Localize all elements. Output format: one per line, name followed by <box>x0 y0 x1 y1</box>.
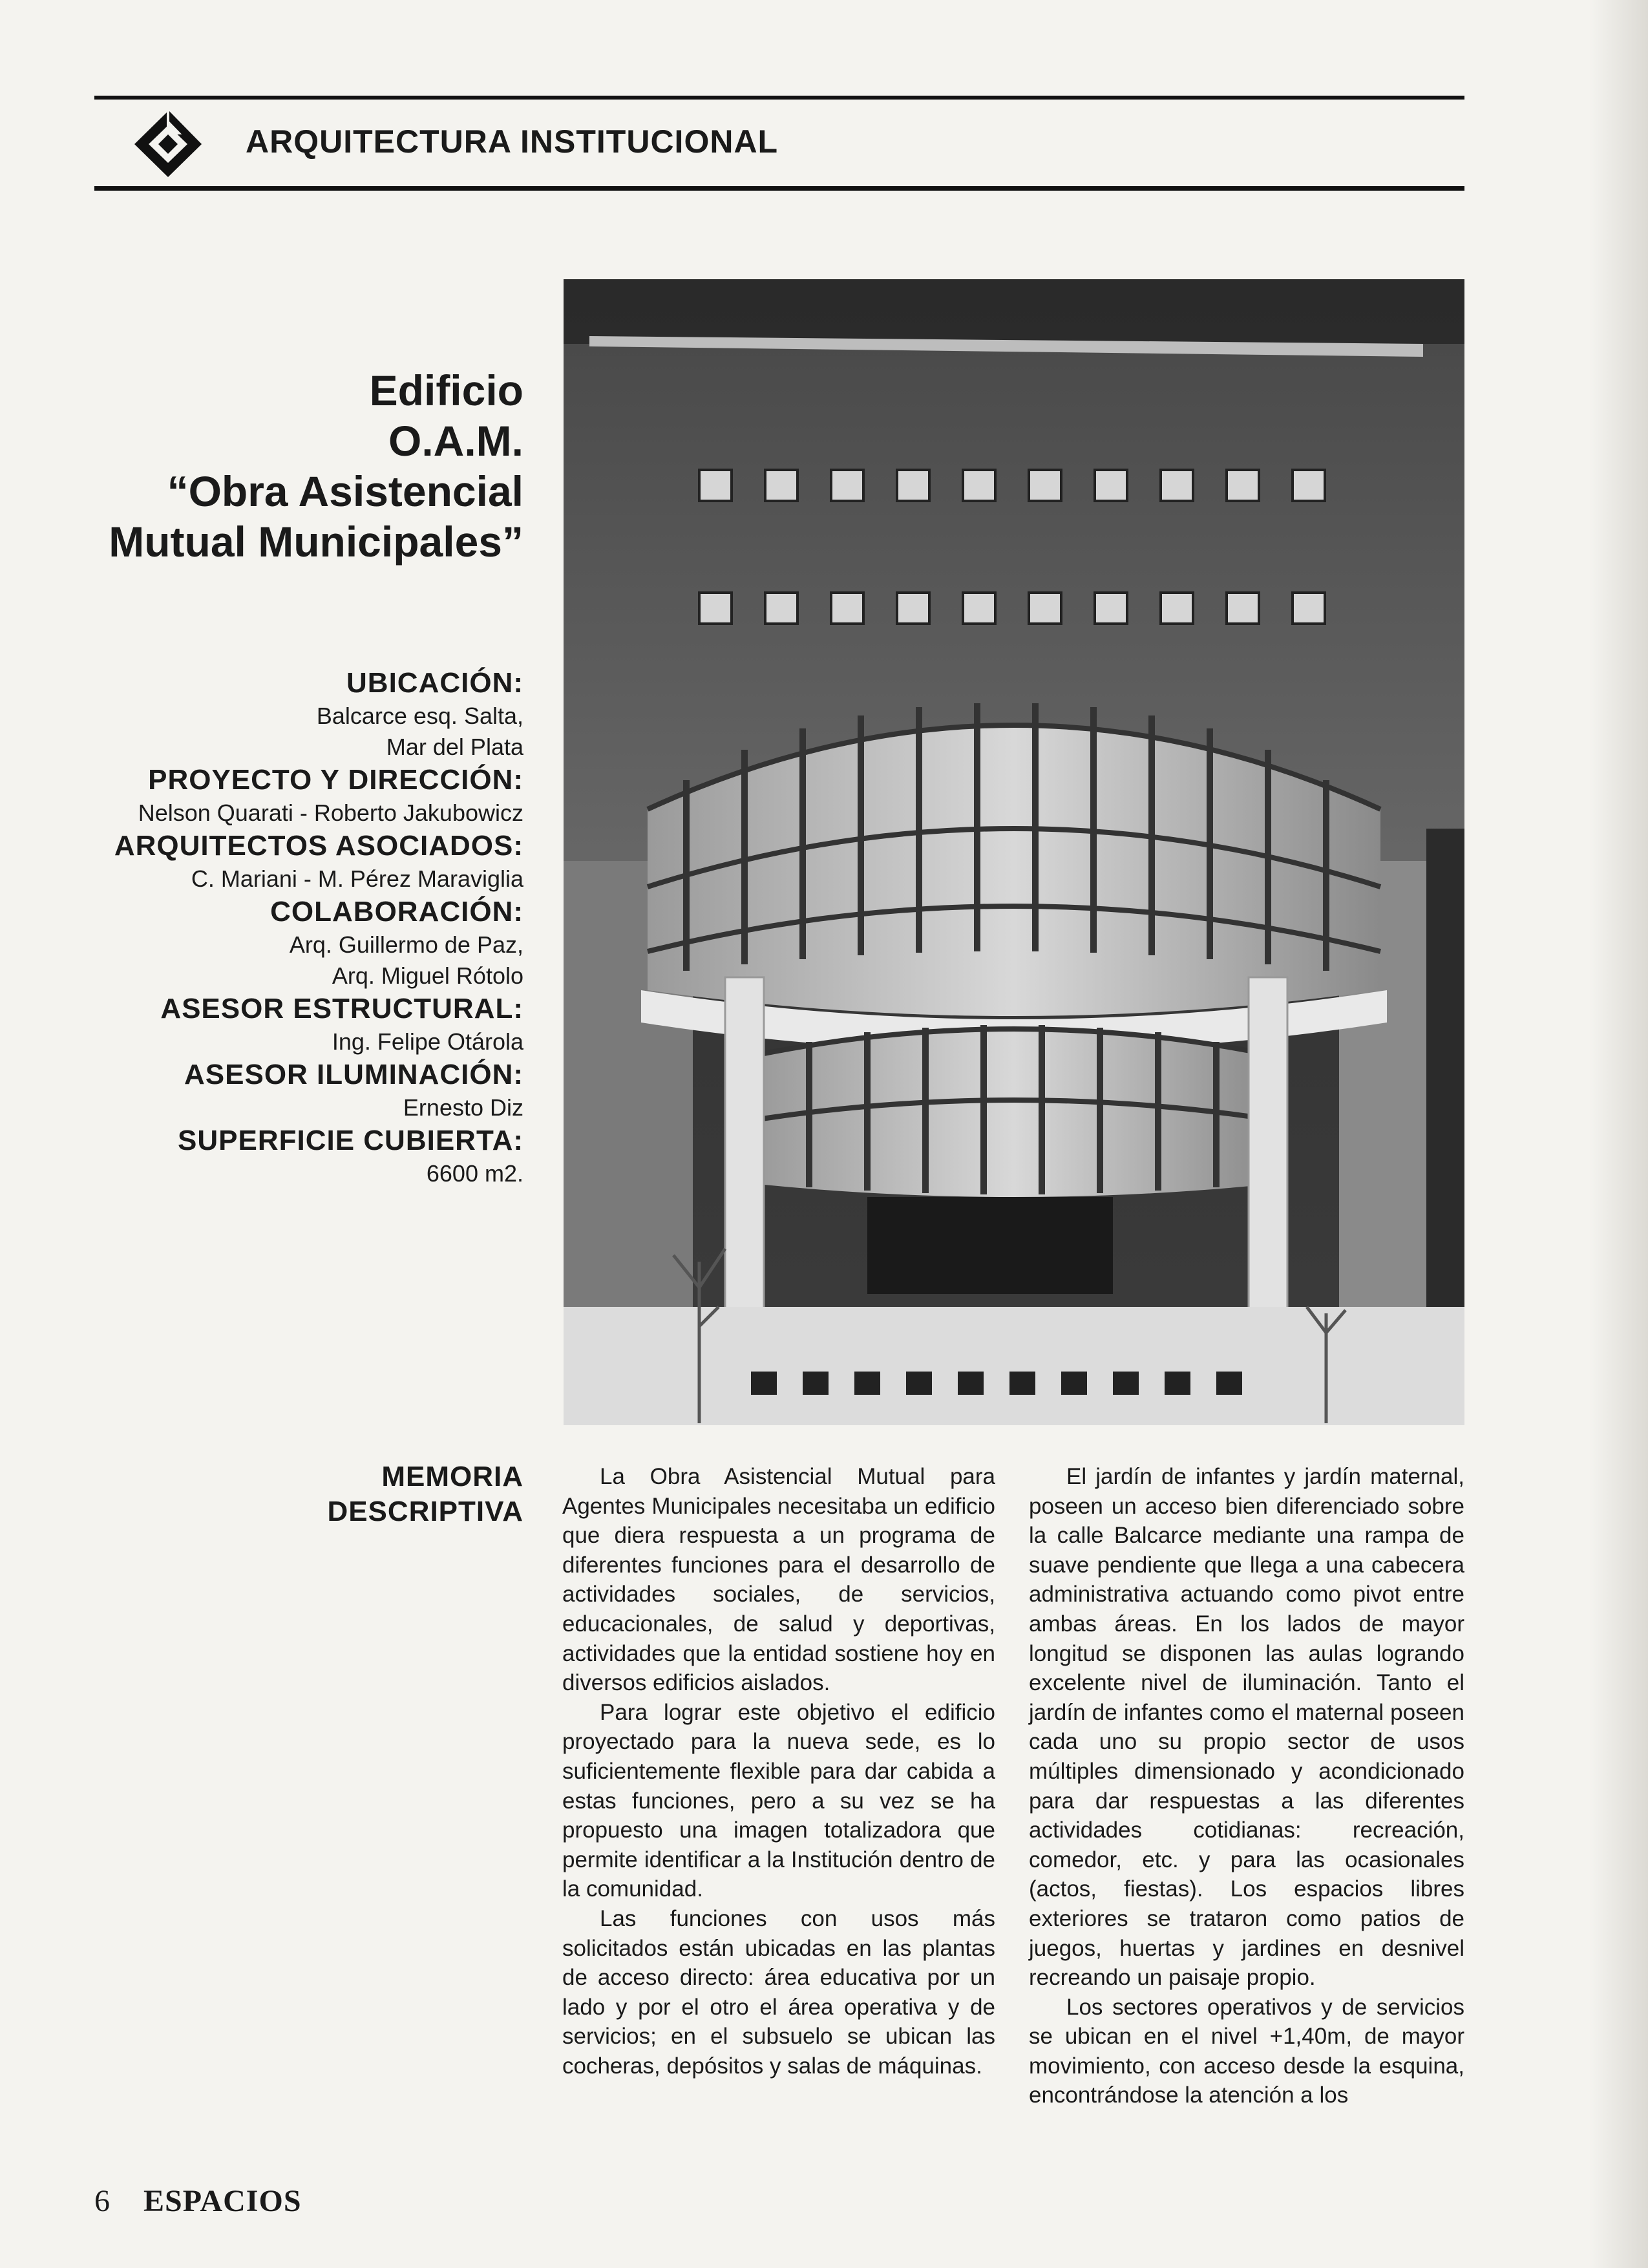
paragraph: La Obra Asistencial Mutual para Agentes Municipales necesitaba un edificio que diera respuesta a un programa de diferentes funciones para el desarrollo de actividades sociales, de servicios, educacionales, de salud y deportivas, actividades que la entidad sostiene hoy en diversos edificios aislados. <box>562 1464 995 1696</box>
credits-list <box>78 666 523 1189</box>
credit-item-iluminacion <box>78 1057 523 1123</box>
credit-item-superficie <box>78 1123 523 1189</box>
memoria-line: DESCRIPTIVA <box>327 1496 523 1527</box>
page-footer <box>94 2183 302 2219</box>
credit-value: Nelson Quarati - Roberto Jakubowicz <box>138 800 523 826</box>
title-line: O.A.M. <box>388 417 523 465</box>
paragraph: Las funciones con usos más solicitados están ubicadas en las plantas de acceso directo: área educativa por un lado y por el otro el área operativa y de servicios; en el subsuelo se ubican las cocheras, depósitos y salas de máquinas. <box>562 1905 995 2079</box>
paragraph: Para lograr este objetivo el edificio proyectado para la nueva sede, es lo suficientemente flexible para dar cabida a estas funciones, pero a su vez se ha propuesto una imagen totalizadora que permite identificar a la Institución dentro de la comunidad. <box>562 1699 995 1902</box>
building-photo <box>564 279 1464 1425</box>
body-column-1 <box>562 1462 995 2081</box>
credit-value: 6600 m2. <box>426 1160 523 1187</box>
credit-value: Mar del Plata <box>386 734 523 760</box>
credit-label: UBICACIÓN: <box>346 667 523 699</box>
header-rule-bottom <box>94 186 1464 191</box>
credit-label: ASESOR ILUMINACIÓN: <box>184 1059 523 1090</box>
credit-label: ARQUITECTOS ASOCIADOS: <box>114 830 523 862</box>
credit-value: Ernesto Diz <box>403 1094 523 1121</box>
credit-item-estructural <box>78 991 523 1057</box>
paragraph: El jardín de infantes y jardín maternal, poseen un acceso bien diferenciado sobre la calle Balcarce mediante una rampa de suave pendiente que llega a una cabecera administrativa actuando como pivot entre ambas áreas. En los lados de mayor longitud se disponen las aulas logrando excelente nivel de iluminación. Tanto el jardín de infantes como el maternal poseen cada uno su propio sector de usos múltiples dimensionado y acondicionado para dar respuestas a las diferentes actividades cotidianas: recreación, comedor, etc. y para las ocasionales (actos, fiestas). Los espacios libres exteriores se trataron como patios de juegos, huertas y jardines en desnivel recreando un paisaje propio. <box>1029 1464 1464 1991</box>
article-title <box>84 365 523 567</box>
page-edge-shadow <box>1590 0 1648 2268</box>
memoria-heading <box>271 1459 523 1529</box>
memoria-line: MEMORIA <box>381 1461 523 1492</box>
credit-label: SUPERFICIE CUBIERTA: <box>178 1125 523 1156</box>
title-line: Edificio <box>369 366 523 414</box>
credit-value: Ing. Felipe Otárola <box>332 1028 523 1055</box>
page-number: 6 <box>94 2184 110 2218</box>
credit-label: ASESOR ESTRUCTURAL: <box>160 993 523 1024</box>
title-line: Mutual Municipales” <box>109 518 523 566</box>
credit-item-ubicacion <box>78 666 523 763</box>
credit-value: Arq. Guillermo de Paz, <box>289 931 523 958</box>
header-rule-top <box>94 96 1464 100</box>
credit-value: C. Mariani - M. Pérez Maraviglia <box>191 865 523 892</box>
credit-label: COLABORACIÓN: <box>270 896 523 927</box>
title-line: “Obra Asistencial <box>167 467 523 515</box>
credit-item-arquitectos <box>78 829 523 895</box>
paragraph: Los sectores operativos y de servicios se ubican en el nivel +1,40m, de mayor movimiento, con acceso desde la esquina, encontrándose la atención a los <box>1029 1994 1464 2108</box>
section-title: ARQUITECTURA INSTITUCIONAL <box>246 123 779 160</box>
credit-value: Arq. Miguel Rótolo <box>332 962 523 989</box>
credit-label: PROYECTO Y DIRECCIÓN: <box>148 764 523 796</box>
credit-item-proyecto <box>78 763 523 829</box>
credit-value: Balcarce esq. Salta, <box>316 703 523 729</box>
body-column-2 <box>1029 1462 1464 2110</box>
magazine-logo-icon <box>129 109 207 180</box>
publication-name: ESPACIOS <box>143 2184 302 2218</box>
credit-item-colaboracion <box>78 895 523 991</box>
